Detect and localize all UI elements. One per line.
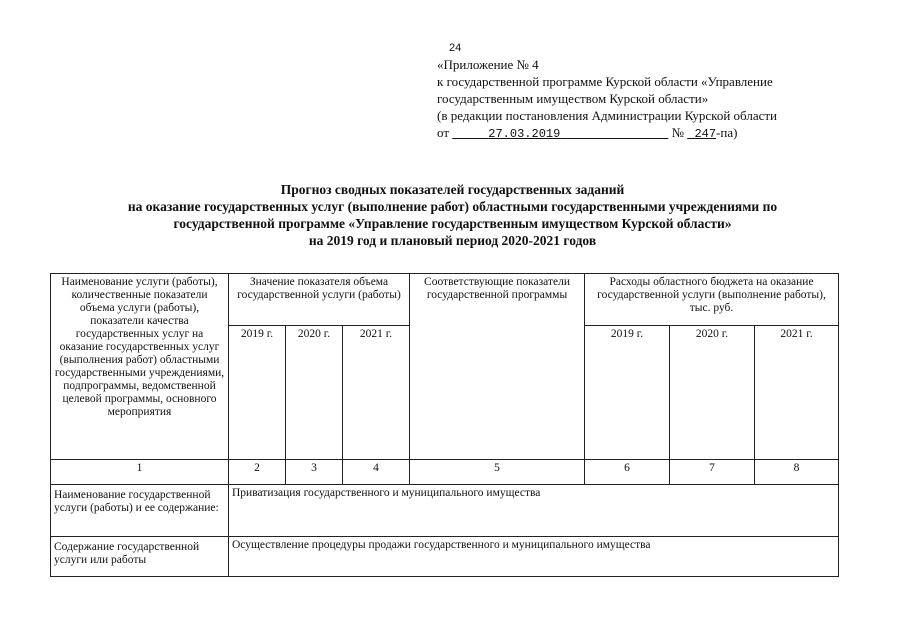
row-label: Содержание государственной услуги или работы: [51, 537, 229, 577]
title-line-1: Прогноз сводных показателей государственных заданий: [280, 182, 625, 197]
volume-year-2021: 2021 г.: [343, 326, 410, 460]
row-value: Приватизация государственного и муниципального имущества: [229, 485, 839, 537]
header-budget-expenses: Расходы областного бюджета на оказание государственной услуги (выполнение работы), тыс. руб.: [585, 274, 839, 326]
column-number: 2: [229, 460, 286, 485]
number-suffix: -па): [716, 125, 738, 140]
column-number: 7: [670, 460, 755, 485]
appendix-line-2: к государственной программе Курской области «Управление: [437, 74, 773, 89]
table-row: [51, 537, 839, 577]
forecast-table: [50, 273, 839, 577]
column-number: 3: [286, 460, 343, 485]
header-program-indicators: Соответствующие показатели государственной программы: [410, 274, 585, 460]
table-row: [51, 485, 839, 537]
expense-year-2019: 2019 г.: [585, 326, 670, 460]
resolution-date: 27.03.2019: [488, 127, 561, 141]
date-prefix: от: [437, 125, 450, 140]
document-title: [50, 181, 855, 249]
page-number: 24: [449, 42, 462, 54]
volume-year-2019: 2019 г.: [229, 326, 286, 460]
appendix-line-4: (в редакции постановления Администрации Курской области: [437, 108, 778, 123]
title-line-4: на 2019 год и плановый период 2020-2021 годов: [308, 233, 597, 248]
header-volume: Значение показателя объема государственной услуги (работы): [229, 274, 410, 326]
column-number: 4: [343, 460, 410, 485]
appendix-date-line: [437, 124, 777, 143]
column-number-row: [51, 460, 839, 485]
row-value: Осуществление процедуры продажи государственного и муниципального имущества: [229, 537, 839, 577]
appendix-header: [437, 56, 777, 143]
column-number: 8: [755, 460, 839, 485]
title-line-3: государственной программе «Управление государственным имуществом Курской области»: [173, 216, 732, 231]
header-service-name: Наименование услуги (работы), количественные показатели объема услуги (работы), показатели качества государственных услуг на оказание государственных услуг (выполнения работ) областными государственными учреждениями, подпрограммы, ведомственной целевой программы, основного мероприятия: [51, 274, 229, 460]
appendix-line-1: «Приложение № 4: [437, 57, 539, 72]
appendix-line-3: государственным имуществом Курской области»: [437, 91, 709, 106]
title-line-2: на оказание государственных услуг (выполнение работ) областными государственными учреждениями по: [127, 199, 778, 214]
resolution-number: 247: [694, 127, 717, 141]
volume-year-2020: 2020 г.: [286, 326, 343, 460]
column-number: 5: [410, 460, 585, 485]
column-number: 6: [585, 460, 670, 485]
expense-year-2020: 2020 г.: [670, 326, 755, 460]
expense-year-2021: 2021 г.: [755, 326, 839, 460]
column-number: 1: [51, 460, 229, 485]
number-prefix: №: [671, 125, 684, 140]
row-label: Наименование государственной услуги (работы) и ее содержание:: [51, 485, 229, 537]
